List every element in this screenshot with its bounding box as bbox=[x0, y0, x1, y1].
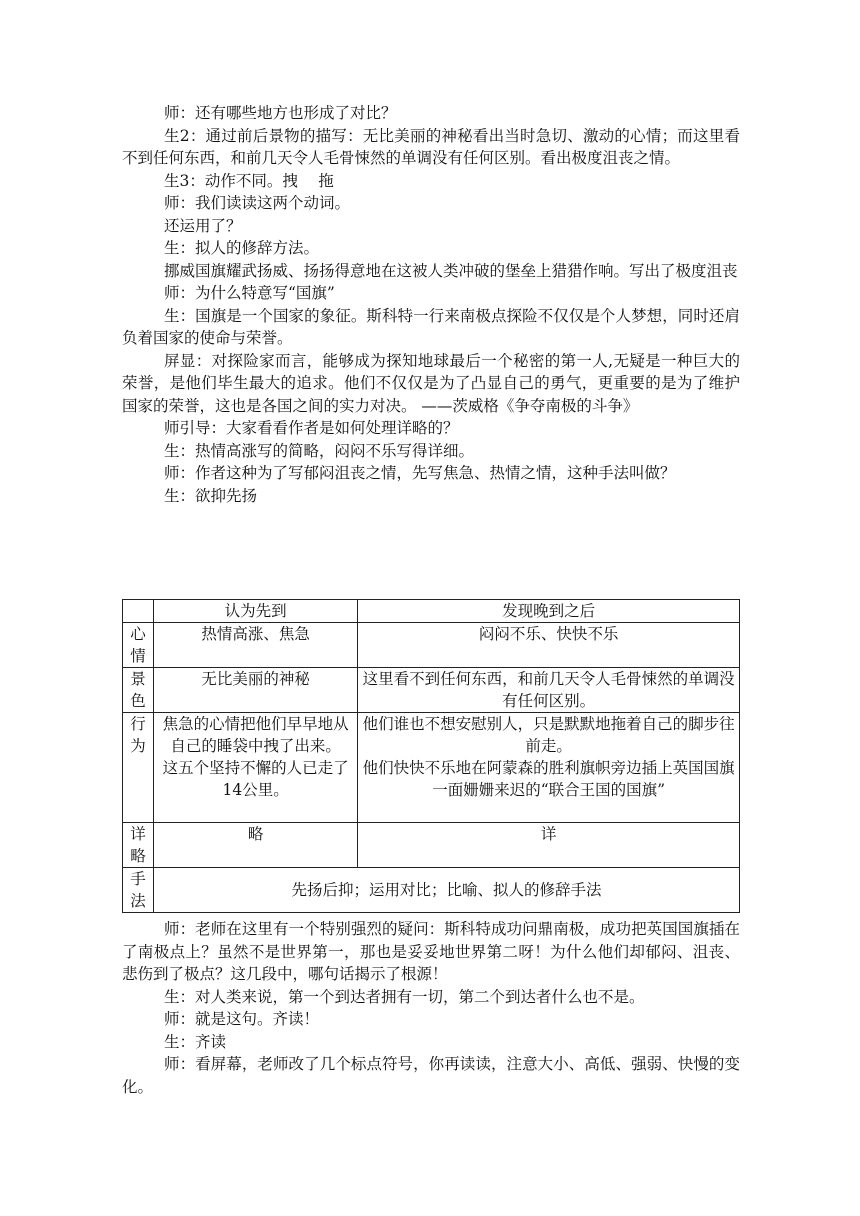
paragraph: 师：就是这句。齐读！ bbox=[164, 1010, 320, 1028]
paragraph: 生3：动作不同。拽 拖 bbox=[164, 171, 334, 190]
row-label: 详略 bbox=[123, 823, 154, 868]
table-cell bbox=[153, 713, 357, 823]
paragraph: 师：作者这种为了写郁闷沮丧之情，先写焦急、热情之情，这种手法叫做？ bbox=[164, 464, 676, 482]
paragraph: 生2：通过前后景物的描写：无比美丽的神秘看出当时急切、激动的心情；而这里看不到任何东西，和前几天令人毛骨悚然的单调没有任何区别。看出极度沮丧之情。 bbox=[122, 126, 740, 167]
table-header-row bbox=[123, 600, 740, 623]
paragraph: 生：拟人的修辞方法。 bbox=[164, 239, 320, 257]
paragraph: 师：老师在这里有一个特别强烈的疑问：斯科特成功问鼎南极，成功把英国国旗插在了南极点上？虽然不是世界第一，那也是妥妥地世界第二呀！为什么他们却郁闷、沮丧、悲伤到了极点？这几段中，哪句话揭示了根源！ bbox=[122, 920, 740, 983]
paragraph: 师：我们读读这两个动词。 bbox=[164, 194, 351, 212]
comparison-table bbox=[122, 599, 740, 913]
table-row-detail bbox=[123, 823, 740, 868]
paragraph: 挪威国旗耀武扬威、扬扬得意地在这被人类冲破的堡垒上猎猎作响。写出了极度沮丧 bbox=[164, 261, 738, 280]
paragraph: 师：还有哪些地方也形成了对比？ bbox=[164, 104, 397, 122]
paragraph: 生：欲抑先扬 bbox=[164, 486, 258, 505]
table-cell: 详 bbox=[358, 823, 740, 868]
paragraph: 生：国旗是一个国家的象征。斯科特一行来南极点探险不仅仅是个人梦想，同时还肩负着国家的使命与荣誉。 bbox=[122, 306, 740, 347]
row-label: 景色 bbox=[123, 668, 154, 713]
row-label: 行为 bbox=[123, 713, 154, 823]
table-row-action bbox=[123, 713, 740, 823]
table-cell: 闷闷不乐、快快不乐 bbox=[358, 623, 740, 668]
table-cell: 先扬后抑；运用对比；比喻、拟人的修辞手法 bbox=[153, 868, 739, 913]
paragraph: 生：齐读 bbox=[164, 1032, 227, 1051]
table-cell: 略 bbox=[153, 823, 357, 868]
table-row-mood bbox=[123, 623, 740, 668]
paragraph: 屏显：对探险家而言，能够成为探知地球最后一个秘密的第一人,无疑是一种巨大的荣誉，是他们毕生最大的追求。他们不仅仅是为了凸显自己的勇气，更重要的是为了维护国家的荣誉，这也是各国之间的实力对决。 ——茨威格《争夺南极的斗争》 bbox=[122, 351, 740, 415]
paragraph: 师引导：大家看看作者是如何处理详略的？ bbox=[164, 419, 459, 437]
table-cell: 这里看不到任何东西，和前几天令人毛骨悚然的单调没有任何区别。 bbox=[358, 668, 740, 713]
cell-line: 他们谁也不想安慰别人，只是默默地拖着自己的脚步往前走。 bbox=[362, 715, 735, 755]
row-label: 心情 bbox=[123, 623, 154, 668]
table-row-method bbox=[123, 868, 740, 913]
table-cell bbox=[358, 713, 740, 823]
paragraph: 还运用了？ bbox=[164, 216, 242, 235]
dialogue-section-top bbox=[122, 102, 740, 507]
cell-line: 这五个坚持不懈的人已走了14公里。 bbox=[162, 759, 349, 799]
row-label: 手法 bbox=[123, 868, 154, 913]
paragraph: 生：对人类来说，第一个到达者拥有一切，第二个到达者什么也不是。 bbox=[164, 987, 645, 1006]
table-cell: 热情高涨、焦急 bbox=[153, 623, 357, 668]
cell-line: 焦急的心情把他们早早地从自己的睡袋中拽了出来。 bbox=[162, 715, 349, 755]
paragraph: 师：为什么特意写“国旗” bbox=[164, 284, 335, 302]
table-header-cell: 认为先到 bbox=[153, 600, 357, 623]
table-header-cell: 发现晚到之后 bbox=[358, 600, 740, 623]
table-cell: 无比美丽的神秘 bbox=[153, 668, 357, 713]
paragraph: 师：看屏幕，老师改了几个标点符号，你再读读，注意大小、高低、强弱、快慢的变化。 bbox=[122, 1055, 740, 1096]
paragraph: 生：热情高涨写的简略，闷闷不乐写得详细。 bbox=[164, 441, 475, 460]
cell-line: 他们快快不乐地在阿蒙森的胜利旗帜旁边插上英国国旗一面姗姗来迟的“联合王国的国旗” bbox=[362, 759, 735, 799]
table-row-scene bbox=[123, 668, 740, 713]
dialogue-section-bottom bbox=[122, 918, 740, 1098]
table-header-cell bbox=[123, 600, 154, 623]
